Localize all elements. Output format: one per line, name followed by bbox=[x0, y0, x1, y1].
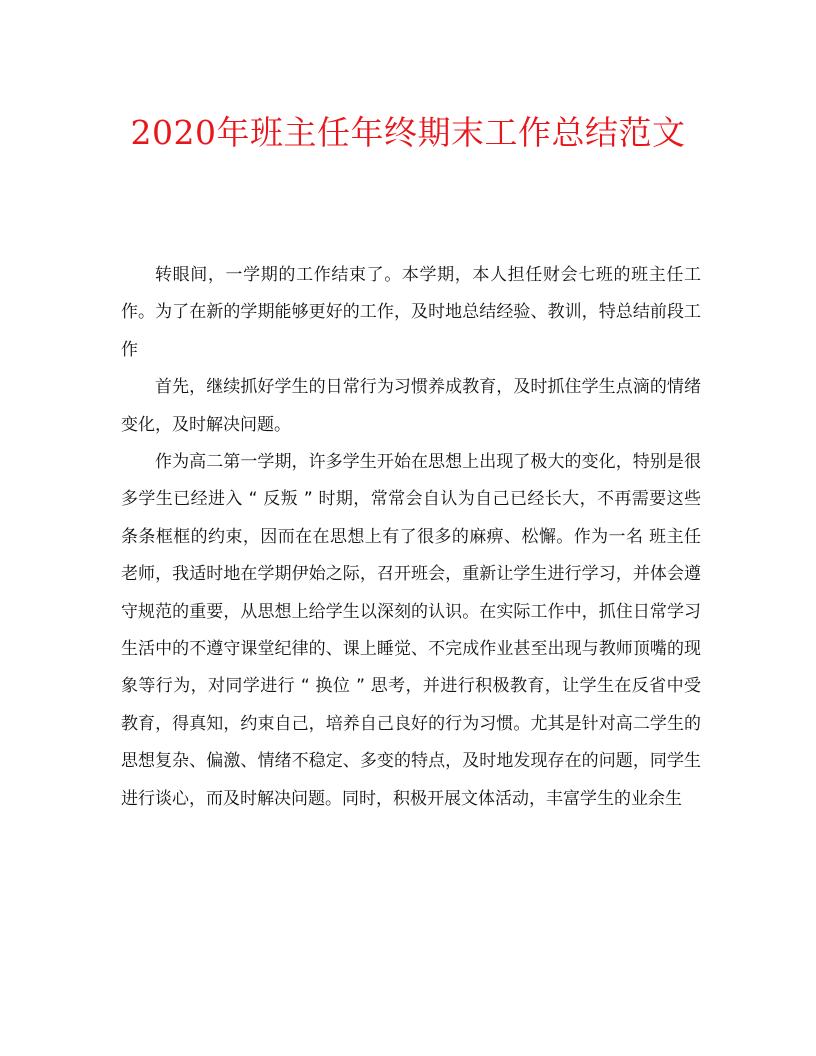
document-body bbox=[121, 257, 701, 818]
paragraph-intro: 转眼间，一学期的工作结束了。本学期，本人担任财会七班的班主任工作。为了在新的学期能够更好的工作，及时地总结经验、教训，特总结前段工作 bbox=[121, 265, 701, 360]
document-title: 2020年班主任年终期末工作总结范文 bbox=[130, 113, 686, 152]
paragraph-detail: 作为高二第一学期，许多学生开始在思想上出现了极大的变化，特别是很多学生已经进入 “ 反叛 ” 时期，常常会自认为自己已经长大，不再需要这些条条框框的约束，因而在在思想上有了很多的麻痹、松懈。作为一名 班主任 老师，我适时地在学期伊始之际，召开班会，重新让学生进行学习，并体会遵守规范的重要，从思想上给学生以深刻的认识。在实际工作中，抓住日常学习生活中的不遵守课堂纪律的、课上睡觉、不完成作业甚至出现与教师顶嘴的现象等行为，对同学进行 “ 换位 ” 思考，并进行积极教育，让学生在反省中受教育，得真知，约束自己，培养自己良好的行为习惯。尤其是针对高二学生的思想复杂、偏激、情绪不稳定、多变的特点，及时地发现存在的问题，同学生进行谈心，而及时解决问题。同时，积极开展文体活动，丰富学生的业余生 bbox=[121, 452, 701, 809]
paragraph-first-point: 首先，继续抓好学生的日常行为习惯养成教育，及时抓住学生点滴的情绪变化，及时解决问题。 bbox=[121, 377, 701, 435]
